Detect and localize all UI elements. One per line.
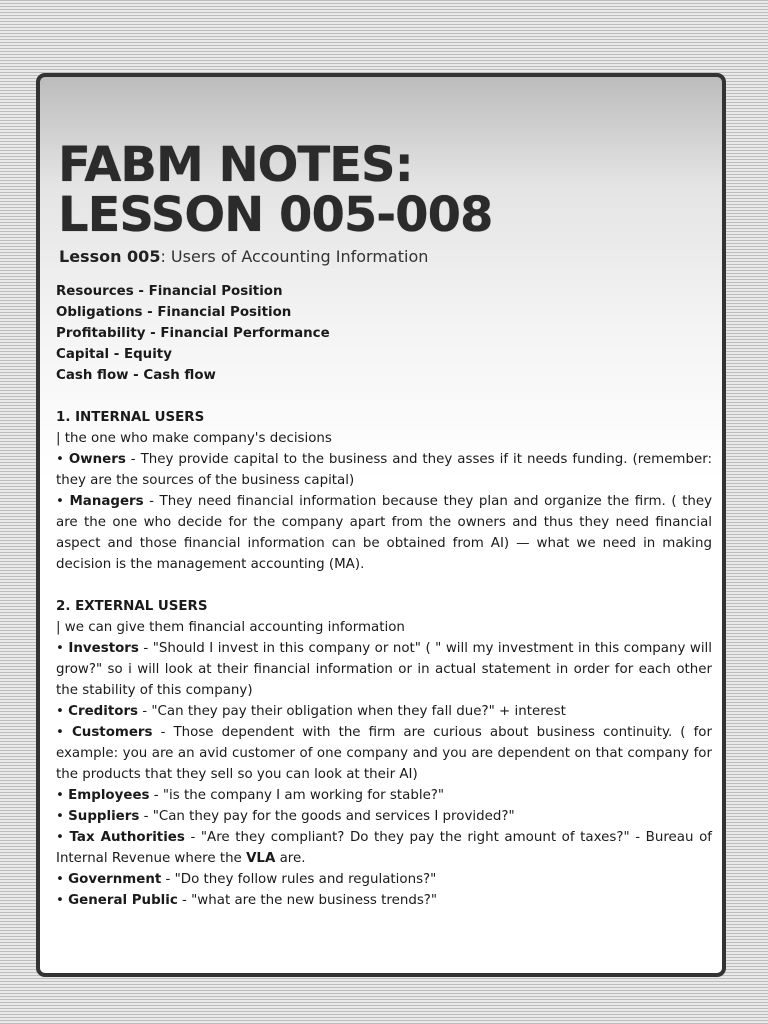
mapping-list: [56, 281, 712, 386]
list-item-government: [56, 869, 712, 890]
item-text: - They provide capital to the business and they asses if it needs funding. (remember: they are the sources of the business capital): [56, 452, 712, 488]
term-owners: Owners: [68, 452, 126, 467]
list-item-creditors: [56, 701, 712, 722]
mapping-item: Resources - Financial Position: [56, 284, 283, 299]
list-item-managers: [56, 491, 712, 575]
mapping-item: Capital - Equity: [56, 347, 172, 362]
spacer: [56, 575, 712, 596]
list-item-customers: [56, 722, 712, 785]
term-vla: VLA: [246, 851, 276, 866]
item-text: - "Can they pay their obligation when they fall due?" + interest: [138, 704, 566, 719]
bullet: •: [56, 788, 69, 803]
title-line-1: FABM NOTES:: [58, 137, 413, 193]
item-text: - "Do they follow rules and regulations?": [161, 872, 437, 887]
notes-content: [56, 281, 712, 911]
term-creditors: Creditors: [68, 704, 139, 719]
mapping-item: Cash flow - Cash flow: [56, 368, 216, 383]
section-heading: 1. INTERNAL USERS: [56, 410, 205, 425]
bullet: •: [56, 725, 72, 740]
item-text: - "is the company I am working for stable?": [149, 788, 445, 803]
term-general-public: General Public: [68, 893, 178, 908]
bullet: •: [56, 494, 70, 509]
mapping-item: Profitability - Financial Performance: [56, 326, 330, 341]
term-government: Government: [68, 872, 162, 887]
section-heading: 2. EXTERNAL USERS: [56, 599, 208, 614]
page-title: [58, 137, 493, 243]
bullet: •: [56, 452, 69, 467]
external-users-section: [56, 596, 712, 911]
internal-users-section: [56, 407, 712, 575]
lesson-number: Lesson 005: [59, 247, 161, 266]
item-text: - They need financial information because they plan and organize the firm. ( they are the one who decide for the company apart from the owners and thus they need financial aspect and those financial information can be obtained from AI) — what we need in making decision is the management accounting (MA).: [56, 494, 713, 572]
list-item-employees: [56, 785, 712, 806]
item-text: - "what are the new business trends?": [177, 893, 438, 908]
list-item-investors: [56, 638, 712, 701]
bullet: •: [56, 893, 69, 908]
item-text: - Those dependent with the firm are curious about business continuity. ( for example: you are an avid customer of one company and you are dependent on that company for the products that they sell so you can look at their AI): [56, 725, 713, 782]
term-employees: Employees: [68, 788, 150, 803]
term-customers: Customers: [71, 725, 153, 740]
term-tax-authorities: Tax Authorities: [69, 830, 185, 845]
term-investors: Investors: [68, 641, 139, 656]
section-description: | the one who make company's decisions: [56, 431, 332, 446]
bullet: •: [56, 830, 70, 845]
item-text: - "Are they compliant? Do they pay the right amount of taxes?" - Bureau of Internal Revenue where the: [56, 830, 712, 866]
term-suppliers: Suppliers: [68, 809, 140, 824]
list-item-tax-authorities: [56, 827, 712, 869]
mapping-item: Obligations - Financial Position: [56, 305, 292, 320]
term-managers: Managers: [69, 494, 144, 509]
lesson-subtitle: [59, 246, 428, 268]
item-text: are.: [275, 851, 306, 866]
list-item-owners: [56, 449, 712, 491]
bullet: •: [56, 641, 69, 656]
bullet: •: [56, 872, 69, 887]
list-item-suppliers: [56, 806, 712, 827]
list-item-general-public: [56, 890, 712, 911]
item-text: - "Should I invest in this company or not" ( " will my investment in this company will grow?" so i will look at their financial information or in actual statement in order for each other the stability of this company): [56, 641, 712, 698]
bullet: •: [56, 809, 69, 824]
item-text: - "Can they pay for the goods and services I provided?": [139, 809, 515, 824]
title-line-2: LESSON 005-008: [58, 187, 493, 243]
section-description: | we can give them financial accounting information: [56, 620, 405, 635]
bullet: •: [56, 704, 69, 719]
lesson-topic: : Users of Accounting Information: [160, 247, 429, 266]
spacer: [56, 386, 712, 407]
